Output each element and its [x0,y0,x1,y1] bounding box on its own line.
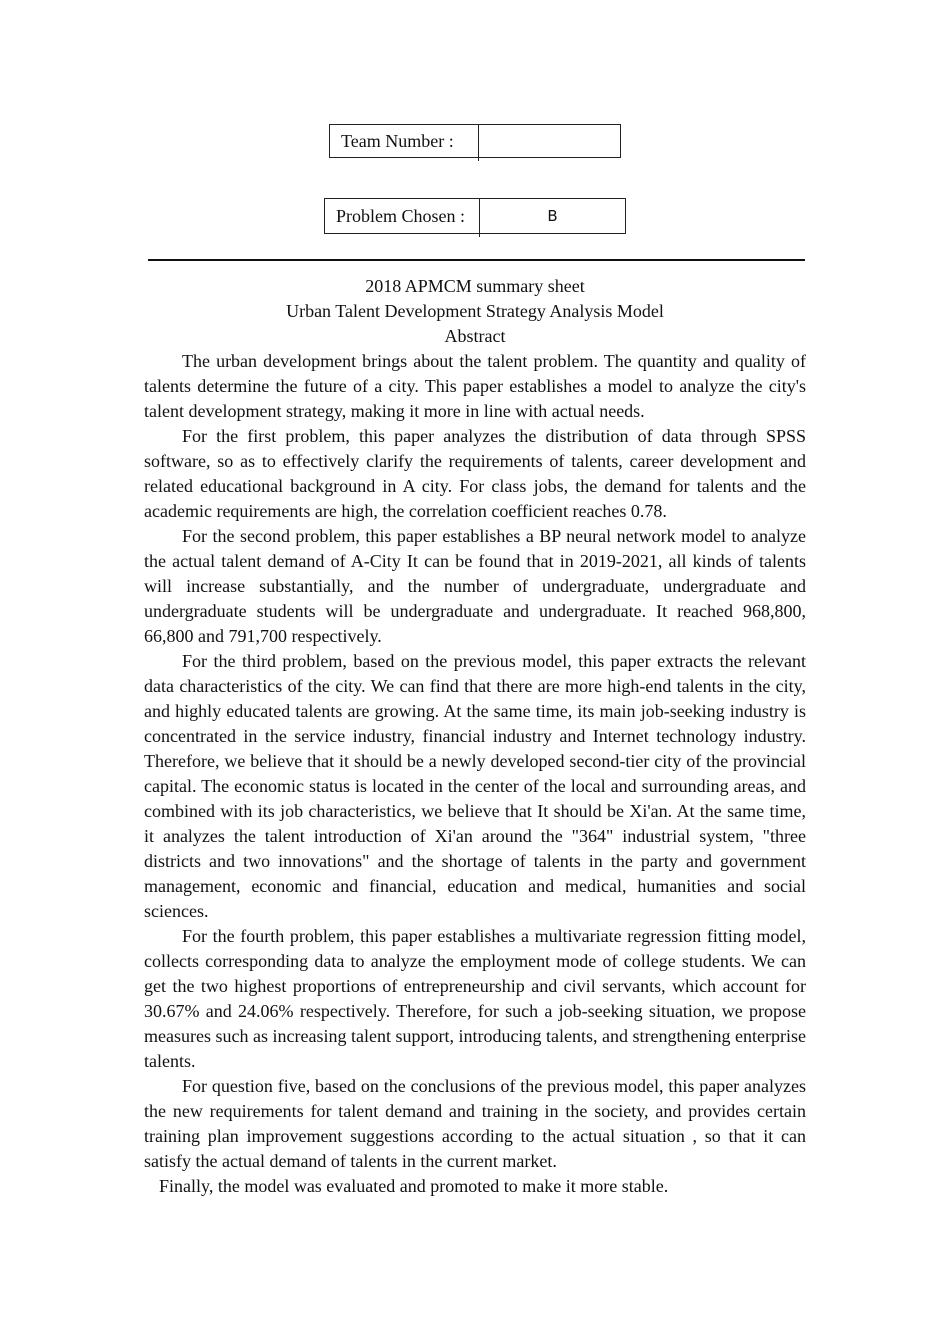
team-number-box [329,124,621,158]
abstract-paragraph-problem-3: For the third problem, based on the previous model, this paper extracts the relevant data characteristics of the city. We can find that there are more high-end talents in the city, and highly educated talents are growing. At the same time, its main job-seeking industry is concentrated in the service industry, financial industry and Internet technology industry. Therefore, we believe that it should be a newly developed second-tier city of the provincial capital. The economic status is located in the center of the local and surrounding areas, and combined with its job characteristics, we believe that It should be Xi'an. At the same time, it analyzes the talent introduction of Xi'an around the "364" industrial system, "three districts and two innovations" and the shortage of talents in the party and government management, economic and financial, education and medical, humanities and social sciences. [144,651,806,921]
problem-chosen-label: Problem Chosen : [336,205,465,226]
paper-title: Urban Talent Development Strategy Analysis Model [286,301,664,321]
problem-chosen-value: B [547,207,558,225]
abstract-paragraph-problem-1: For the first problem, this paper analyzes the distribution of data through SPSS software, so as to effectively clarify the requirements of talents, career development and related educational background in A city. For class jobs, the demand for talents and the academic requirements are high, the correlation coefficient reaches 0.78. [144,426,806,521]
summary-sheet-title: 2018 APMCM summary sheet [365,276,585,296]
abstract-paragraph-problem-2: For the second problem, this paper establishes a BP neural network model to analyze the actual talent demand of A-City It can be found that in 2019-2021, all kinds of talents will increase substantially, and the number of undergraduate, undergraduate and undergraduate students will be undergraduate and undergraduate. It reached 968,800, 66,800 and 791,700 respectively. [144,526,806,646]
horizontal-rule [148,259,805,261]
abstract-heading: Abstract [444,326,506,346]
abstract-paragraph-intro: The urban development brings about the talent problem. The quantity and quality of talents determine the future of a city. This paper establishes a model to analyze the city's talent development strategy, making it more in line with actual needs. [144,351,806,421]
abstract-body [144,349,806,1199]
abstract-paragraph-problem-5: For question five, based on the conclusions of the previous model, this paper analyzes the new requirements for talent demand and training in the society, and provides certain training plan improvement suggestions according to the actual situation , so that it can satisfy the actual demand of talents in the current market. [144,1076,806,1171]
abstract-paragraph-conclusion: Finally, the model was evaluated and promoted to make it more stable. [159,1176,669,1196]
problem-chosen-box [324,198,626,234]
abstract-paragraph-problem-4: For the fourth problem, this paper establishes a multivariate regression fitting model, collects corresponding data to analyze the employment mode of college students. We can get the two highest proportions of entrepreneurship and civil servants, which account for 30.67% and 24.06% respectively. Therefore, for such a job-seeking situation, we propose measures such as increasing talent support, introducing talents, and strengthening enterprise talents. [144,926,806,1071]
team-number-divider [478,125,479,161]
team-number-label: Team Number : [341,130,454,151]
